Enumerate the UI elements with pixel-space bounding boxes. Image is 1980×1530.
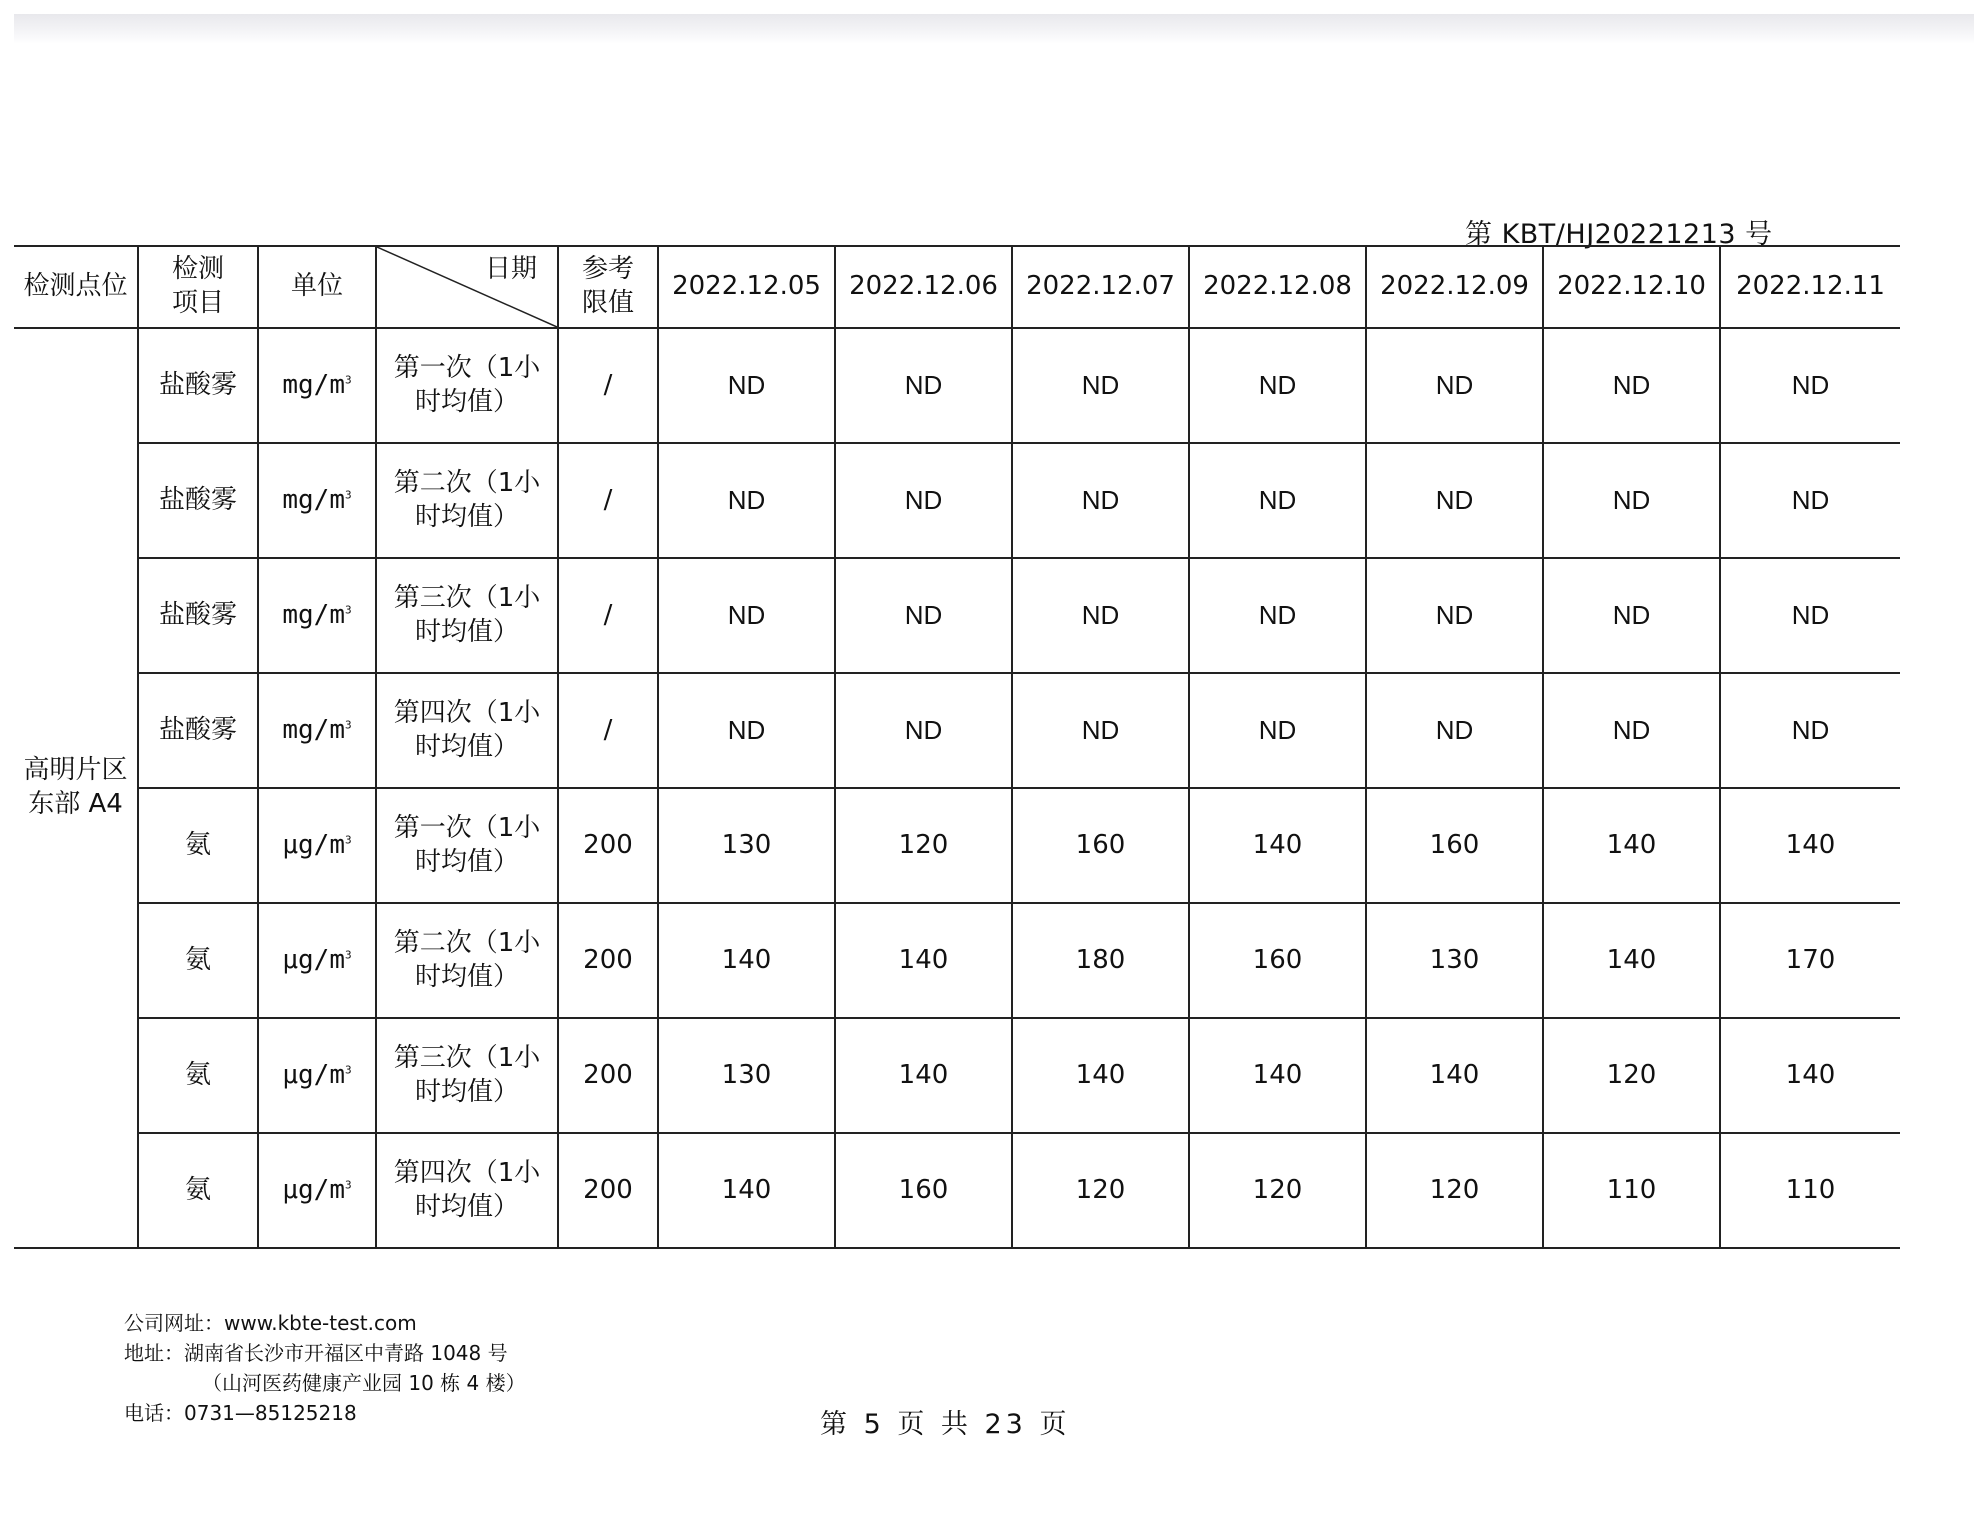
result-value: ND: [1366, 673, 1543, 788]
result-value: 140: [835, 903, 1012, 1018]
sampling-period: 第一次（1小时均值）: [376, 788, 558, 903]
header-site: 检测点位: [14, 246, 138, 328]
header-date-4: 2022.12.08: [1189, 246, 1366, 328]
reference-limit: 200: [558, 1133, 658, 1248]
header-date-diagonal: [376, 246, 558, 328]
unit-exponent: 3: [345, 717, 352, 731]
result-value: ND: [1189, 673, 1366, 788]
sampling-period: 第二次（1小时均值）: [376, 903, 558, 1018]
item-name: 氨: [138, 1133, 258, 1248]
table-header-row: [14, 246, 1900, 328]
table-row: [14, 558, 1900, 673]
unit-exponent: 3: [345, 372, 352, 386]
result-value: ND: [1720, 673, 1900, 788]
result-value: 130: [1366, 903, 1543, 1018]
reference-limit: 200: [558, 903, 658, 1018]
footer-address-detail: （山河医药健康产业园 10 栋 4 楼）: [202, 1371, 526, 1395]
result-value: ND: [835, 558, 1012, 673]
footer-phone: 电话：0731—85125218: [124, 1401, 357, 1425]
header-date-7: 2022.12.11: [1720, 246, 1900, 328]
table-row: [14, 328, 1900, 443]
result-value: 140: [1720, 788, 1900, 903]
item-name: 氨: [138, 903, 258, 1018]
result-value: ND: [658, 328, 835, 443]
table-row: [14, 1133, 1900, 1248]
result-value: ND: [835, 673, 1012, 788]
item-name: 氨: [138, 1018, 258, 1133]
result-value: 140: [658, 903, 835, 1018]
table-row: [14, 673, 1900, 788]
result-value: 140: [1189, 1018, 1366, 1133]
unit-cell: [258, 443, 376, 558]
result-value: ND: [658, 558, 835, 673]
sampling-period: 第二次（1小时均值）: [376, 443, 558, 558]
result-value: ND: [1366, 328, 1543, 443]
table-row: [14, 443, 1900, 558]
result-value: ND: [1189, 328, 1366, 443]
table-row: [14, 788, 1900, 903]
result-value: ND: [1189, 558, 1366, 673]
header-limit: 参考限值: [558, 246, 658, 328]
unit-base: μg/m: [282, 829, 345, 860]
reference-limit: /: [558, 673, 658, 788]
unit-base: μg/m: [282, 944, 345, 975]
result-value: 160: [1366, 788, 1543, 903]
footer-website: 公司网址：www.kbte-test.com: [124, 1311, 417, 1335]
item-name: 氨: [138, 788, 258, 903]
result-value: 120: [1366, 1133, 1543, 1248]
result-value: 170: [1720, 903, 1900, 1018]
unit-base: mg/m: [282, 484, 345, 515]
header-date-1: 2022.12.05: [658, 246, 835, 328]
page-number: 第 5 页 共 23 页: [820, 1409, 1071, 1440]
result-value: ND: [1189, 443, 1366, 558]
result-value: 140: [1366, 1018, 1543, 1133]
result-value: 120: [1189, 1133, 1366, 1248]
result-value: ND: [1012, 673, 1189, 788]
footer-address: 地址：湖南省长沙市开福区中青路 1048 号: [124, 1341, 508, 1365]
header-date: 日期: [484, 254, 537, 284]
unit-exponent: 3: [345, 1062, 352, 1076]
header-date-3: 2022.12.07: [1012, 246, 1189, 328]
result-value: 110: [1720, 1133, 1900, 1248]
item-name: 盐酸雾: [138, 673, 258, 788]
unit-base: mg/m: [282, 599, 345, 630]
unit-base: μg/m: [282, 1059, 345, 1090]
result-value: 140: [1543, 788, 1720, 903]
result-value: 180: [1012, 903, 1189, 1018]
unit-base: mg/m: [282, 714, 345, 745]
result-value: ND: [1543, 673, 1720, 788]
unit-base: mg/m: [282, 369, 345, 400]
result-value: 140: [1189, 788, 1366, 903]
result-value: 160: [1189, 903, 1366, 1018]
result-value: 130: [658, 1018, 835, 1133]
header-date-6: 2022.12.10: [1543, 246, 1720, 328]
result-value: 140: [1720, 1018, 1900, 1133]
result-value: 140: [658, 1133, 835, 1248]
reference-limit: /: [558, 443, 658, 558]
unit-exponent: 3: [345, 947, 352, 961]
reference-limit: /: [558, 328, 658, 443]
header-date-2: 2022.12.06: [835, 246, 1012, 328]
reference-limit: 200: [558, 1018, 658, 1133]
table-row: [14, 903, 1900, 1018]
result-value: 140: [1012, 1018, 1189, 1133]
unit-cell: [258, 673, 376, 788]
unit-cell: [258, 1018, 376, 1133]
result-value: 160: [1012, 788, 1189, 903]
footer-contact: [124, 1308, 526, 1428]
result-value: ND: [1720, 328, 1900, 443]
report-number: 第 KBT/HJ20221213 号: [1465, 219, 1773, 250]
result-value: 160: [835, 1133, 1012, 1248]
result-value: ND: [835, 328, 1012, 443]
sampling-period: 第三次（1小时均值）: [376, 1018, 558, 1133]
unit-exponent: 3: [345, 487, 352, 501]
result-value: 140: [1543, 903, 1720, 1018]
result-value: 120: [1543, 1018, 1720, 1133]
result-value: 140: [835, 1018, 1012, 1133]
sampling-period: 第一次（1小时均值）: [376, 328, 558, 443]
result-value: 120: [1012, 1133, 1189, 1248]
result-value: ND: [1720, 558, 1900, 673]
unit-exponent: 3: [345, 832, 352, 846]
unit-cell: [258, 788, 376, 903]
unit-exponent: 3: [345, 602, 352, 616]
reference-limit: 200: [558, 788, 658, 903]
result-value: ND: [1543, 558, 1720, 673]
sampling-period: 第四次（1小时均值）: [376, 1133, 558, 1248]
result-value: ND: [1012, 328, 1189, 443]
header-item: 检测项目: [138, 246, 258, 328]
reference-limit: /: [558, 558, 658, 673]
result-value: ND: [658, 443, 835, 558]
unit-base: μg/m: [282, 1174, 345, 1205]
result-value: ND: [1543, 328, 1720, 443]
item-name: 盐酸雾: [138, 443, 258, 558]
sampling-period: 第三次（1小时均值）: [376, 558, 558, 673]
unit-cell: [258, 558, 376, 673]
scan-top-edge: [14, 14, 1974, 44]
unit-cell: [258, 328, 376, 443]
result-value: 120: [835, 788, 1012, 903]
result-value: ND: [1012, 558, 1189, 673]
item-name: 盐酸雾: [138, 328, 258, 443]
unit-exponent: 3: [345, 1177, 352, 1191]
result-value: ND: [1012, 443, 1189, 558]
result-value: 110: [1543, 1133, 1720, 1248]
site-name: 高明片区东部 A4: [14, 328, 138, 1248]
result-value: ND: [835, 443, 1012, 558]
item-name: 盐酸雾: [138, 558, 258, 673]
result-value: ND: [1366, 558, 1543, 673]
unit-cell: [258, 1133, 376, 1248]
monitoring-results-table: [14, 245, 1900, 1249]
sampling-period: 第四次（1小时均值）: [376, 673, 558, 788]
result-value: ND: [1543, 443, 1720, 558]
header-date-5: 2022.12.09: [1366, 246, 1543, 328]
table-row: [14, 1018, 1900, 1133]
result-value: 130: [658, 788, 835, 903]
result-value: ND: [1366, 443, 1543, 558]
unit-cell: [258, 903, 376, 1018]
result-value: ND: [658, 673, 835, 788]
header-unit: 单位: [258, 246, 376, 328]
result-value: ND: [1720, 443, 1900, 558]
